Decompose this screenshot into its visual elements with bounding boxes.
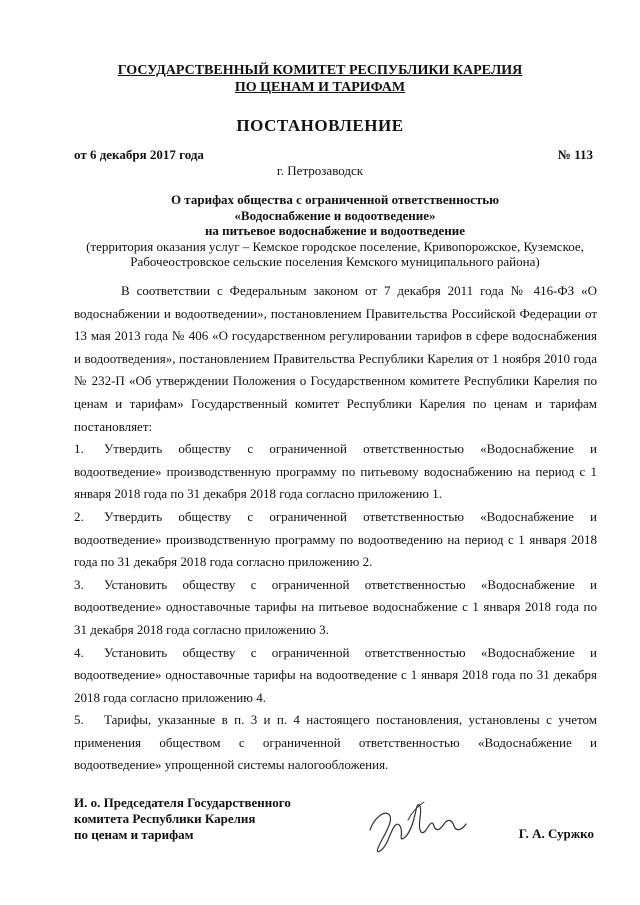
item-text: Установить обществу с ограниченной ответственностью «Водоснабжение и водоотведение» одноставочные тарифы на питьевое водоснабжение с 1 января 2018 года по 31 декабря 2018 года согласно приложению 3. (74, 576, 597, 637)
preamble-paragraph: В соответствии с Федеральным законом от 7 декабря 2011 года № 416-ФЗ «О водоснабжении и водоотведении», постановлением Правительства Российской Федерации от 13 мая 2013 года № 406 «О государственном регулировании тарифов в сфере водоснабжения и водоотведения», постановлением Правительства Республики Карелия от 1 ноября 2010 года № 232-П «Об утверждении Положения о Государственном комитете Республики Карелия по ценам и тарифам» Государственный комитет Республики Карелия по ценам и тарифам постановляет: (74, 283, 597, 434)
document-city: г. Петрозаводск (276, 163, 364, 178)
issuer-line-1: ГОСУДАРСТВЕННЫЙ КОМИТЕТ РЕСПУБЛИКИ КАРЕЛИЯ (117, 63, 523, 78)
signatory-line-2: комитета Республики Карелия (74, 811, 256, 826)
title-line-2: «Водоснабжение и водоотведение» (234, 207, 436, 223)
signatory-name: Г. А. Суржко (518, 826, 594, 841)
document-date: от 6 декабря 2017 года (74, 147, 204, 162)
signatory-line-1: И. о. Председателя Государственного (74, 795, 291, 810)
resolution-item-4 (74, 642, 597, 710)
item-text: Установить обществу с ограниченной ответственностью «Водоснабжение и водоотведение» одноставочные тарифы на водоотведение с 1 января 2018 года по 31 декабря 2018 года согласно приложению 4. (74, 644, 597, 705)
item-number: 4. (74, 644, 84, 660)
document-number: № 113 (557, 147, 593, 162)
title-line-4: (территория оказания услуг – Кемское городское поселение, Кривопорожское, Куземское, (86, 238, 584, 254)
resolution-item-2 (74, 506, 597, 574)
item-text: Утвердить обществу с ограниченной ответственностью «Водоснабжение и водоотведение» производственную программу по водоотведению на период с 1 января 2018 года по 31 декабря 2018 года согласно приложению 2. (74, 508, 597, 570)
item-text: Тарифы, указанные в п. 3 и п. 4 настоящего постановления, установлены с учетом применения обществом с ограниченной ответственностью «Водоснабжение и водоотведение» упрощенной системы налогообложения. (74, 712, 597, 773)
resolution-item-3 (74, 574, 597, 642)
title-line-5: Рабочеостровское сельские поселения Кемского муниципального района) (130, 254, 540, 269)
resolution-item-1 (74, 438, 597, 506)
document-body (74, 280, 597, 777)
signatory-position (74, 795, 291, 843)
resolution-item-5 (74, 709, 597, 777)
item-text: Утвердить обществу с ограниченной ответственностью «Водоснабжение и водоотведение» производственную программу по питьевому водоснабжению на период с 1 января 2018 года по 31 декабря 2018 года согласно приложению 1. (74, 441, 597, 502)
title-line-3: на питьевое водоснабжение и водоотведение (204, 223, 466, 238)
title-line-1: О тарифах общества с ограниченной ответственностью (170, 192, 500, 207)
item-number: 5. (74, 712, 84, 728)
issuer-line-2: ПО ЦЕНАМ И ТАРИФАМ (234, 80, 406, 95)
item-number: 2. (74, 508, 84, 524)
document-title (70, 192, 600, 270)
item-number: 1. (74, 441, 84, 457)
document-type: ПОСТАНОВЛЕНИЕ (236, 116, 404, 135)
issuer-header (0, 62, 640, 96)
item-number: 3. (74, 576, 84, 592)
handwritten-signature (360, 790, 470, 860)
signatory-line-3: по ценам и тарифам (74, 827, 194, 842)
